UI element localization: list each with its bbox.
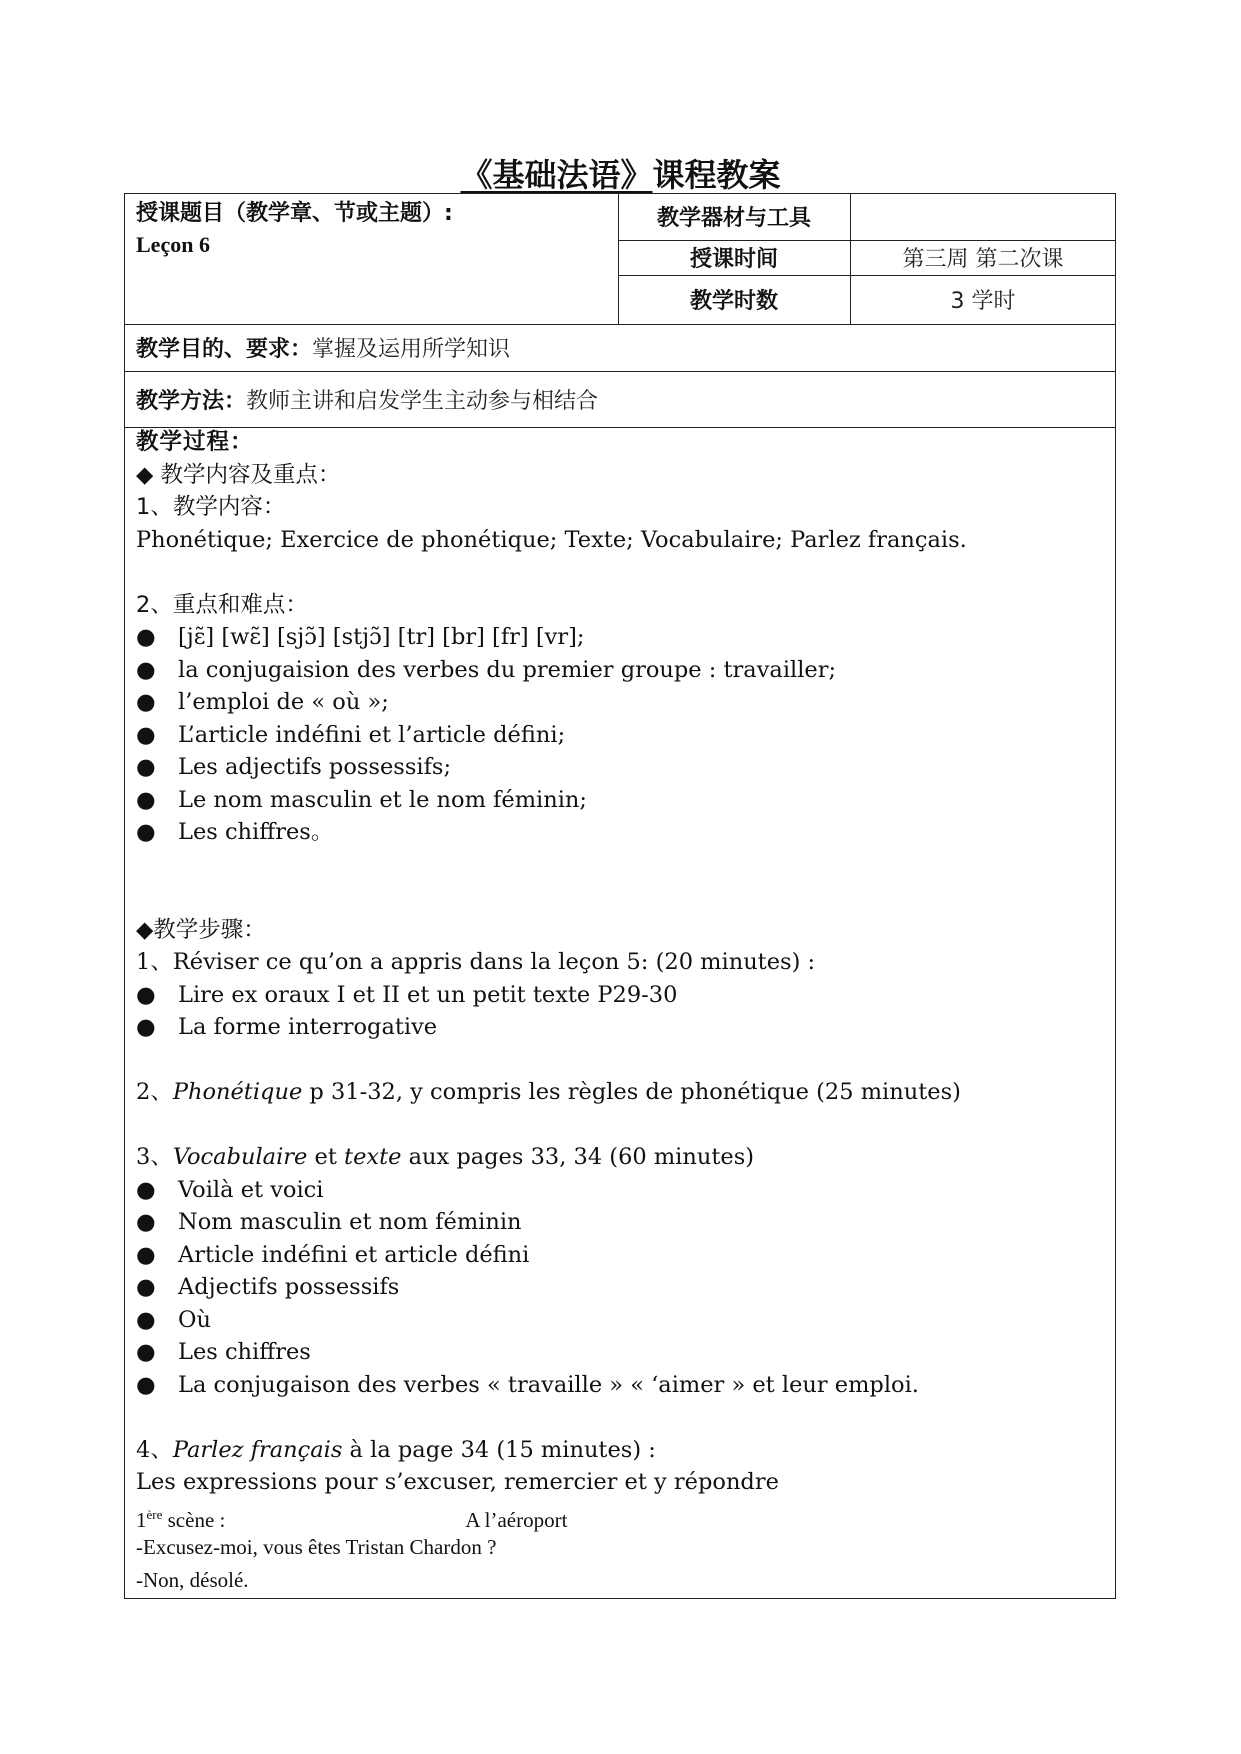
step-3-point-text: Article indéfini et article défini	[178, 1241, 530, 1268]
bullet-icon: ●	[136, 1241, 156, 1268]
scene-num: 1	[136, 1507, 147, 1532]
key-point-text: L’article indéfini et l’article défini;	[178, 721, 566, 748]
step-3-point	[136, 1239, 1106, 1272]
bullet-icon: ●	[136, 1176, 156, 1203]
content-heading: ◆ 教学内容及重点：	[136, 461, 341, 488]
step-2	[136, 1076, 1106, 1109]
key-point-text: la conjugaision des verbes du premier groupe : travailler;	[178, 656, 837, 683]
step-3-mid: et	[307, 1144, 345, 1170]
bullet-icon: ●	[136, 754, 156, 780]
bullet-icon: ●	[136, 1014, 156, 1040]
method-row	[136, 371, 598, 427]
step-1-point-text: La forme interrogative	[178, 1014, 438, 1040]
bullet-icon: ●	[136, 1371, 156, 1398]
dialog-line	[136, 1564, 1106, 1597]
bullet-icon: ●	[136, 786, 156, 813]
dialog	[136, 1531, 1106, 1596]
step-4-line: Les expressions pour s’excuser, remercier et y répondre	[136, 1469, 779, 1495]
step-3	[136, 1141, 1106, 1174]
step-1-point	[136, 1011, 1106, 1044]
step-3-em1: Vocabulaire	[172, 1144, 308, 1170]
bullet-icon: ●	[136, 1209, 156, 1235]
step-1-point-text: Lire ex oraux I et II et un petit texte P29-30	[178, 981, 678, 1008]
step-1-list	[136, 979, 1106, 1044]
step-3-prefix: 3、	[136, 1144, 173, 1170]
step-2-em: Phonétique	[172, 1079, 303, 1105]
key-point-text: Les adjectifs possessifs;	[178, 754, 452, 780]
step-2-prefix: 2、	[136, 1079, 173, 1105]
key-point	[136, 751, 1106, 784]
title-book: 《基础法语》	[460, 156, 653, 194]
step-3-point	[136, 1369, 1106, 1402]
scene-place: A l’aéroport	[465, 1507, 568, 1532]
content-text: Phonétique; Exercice de phonétique; Texte; Vocabulaire; Parlez français.	[136, 526, 967, 553]
step-3-point	[136, 1206, 1106, 1239]
bullet-icon: ●	[136, 981, 156, 1008]
step-3-point-text: Adjectifs possessifs	[178, 1274, 400, 1300]
step-2-rest: p 31-32, y compris les règles de phonétique (25 minutes)	[302, 1079, 961, 1105]
key-point	[136, 686, 1106, 719]
hours-label: 教学时数	[689, 289, 778, 314]
steps-heading: ◆教学步骤：	[136, 916, 266, 943]
bullet-icon: ●	[136, 721, 156, 748]
bullet-icon: ●	[136, 1339, 156, 1365]
key-points-list	[136, 621, 1106, 849]
aim-text: 掌握及运用所学知识	[312, 337, 511, 362]
key-heading: 2、重点和难点：	[136, 591, 308, 618]
time-label: 授课时间	[689, 247, 778, 272]
key-point-text: Les chiffres。	[178, 819, 334, 845]
step-3-point-text: Nom masculin et nom féminin	[178, 1209, 522, 1235]
bullet-icon: ●	[136, 689, 156, 715]
step-4-rest: à la page 34 (15 minutes) :	[342, 1436, 656, 1463]
step-3-point-text: Les chiffres	[178, 1339, 311, 1365]
step-3-point	[136, 1174, 1106, 1207]
step-3-em2: texte	[344, 1144, 402, 1170]
step-3-list	[136, 1174, 1106, 1402]
step-3-point	[136, 1336, 1106, 1369]
step-4-em: Parlez français	[172, 1436, 343, 1463]
key-point-text: l’emploi de « où »;	[178, 689, 389, 715]
scene-label: scène :	[162, 1507, 226, 1532]
bullet-icon: ●	[136, 1274, 156, 1300]
step-3-rest: aux pages 33, 34 (60 minutes)	[401, 1144, 755, 1170]
equipment-value	[850, 193, 1116, 240]
dialog-line-text: -Excusez-moi, vous êtes Tristan Chardon ?	[136, 1535, 497, 1559]
dialog-line	[136, 1531, 1106, 1564]
method-text: 教师主讲和启发学生主动参与相结合	[246, 388, 599, 414]
step-3-point-text: Où	[178, 1306, 211, 1333]
dialog-line-text: -Non, désolé.	[136, 1567, 249, 1592]
key-point-text: Le nom masculin et le nom féminin;	[178, 786, 587, 813]
title-rest: 课程教案	[652, 156, 781, 194]
step-1: 1、Réviser ce qu’on a appris dans la leçon 5: (20 minutes) :	[136, 949, 816, 975]
method-label: 教学方法：	[136, 388, 247, 414]
process-heading: 教学过程：	[136, 429, 254, 455]
bullet-icon: ●	[136, 819, 156, 845]
key-point	[136, 816, 1106, 849]
step-3-point-text: Voilà et voici	[178, 1176, 324, 1203]
step-4-prefix: 4、	[136, 1436, 173, 1463]
scene-line	[136, 1499, 1106, 1532]
topic-cell	[136, 198, 606, 260]
bullet-icon: ●	[136, 1306, 156, 1333]
equipment-label: 教学器材与工具	[656, 206, 811, 231]
step-3-point	[136, 1271, 1106, 1304]
key-point	[136, 654, 1106, 687]
key-point	[136, 784, 1106, 817]
content-subheading: 1、教学内容：	[136, 494, 286, 520]
time-value: 第三周 第二次课	[902, 247, 1064, 272]
scene-sup: ère	[146, 1506, 163, 1522]
teaching-process	[136, 426, 1106, 1596]
step-3-point	[136, 1304, 1106, 1337]
step-3-point-text: La conjugaison des verbes « travaille » « ‘aimer » et leur emploi.	[178, 1371, 919, 1398]
topic-value: Leçon 6	[136, 232, 210, 257]
key-point	[136, 719, 1106, 752]
page-title	[0, 150, 1241, 196]
key-point	[136, 621, 1106, 654]
key-point-text: [jɛ̃] [wɛ̃] [sjɔ̃] [stjɔ̃] [tr] [br] [fr] [vr];	[178, 624, 585, 650]
step-1-point	[136, 979, 1106, 1012]
aim-label: 教学目的、要求：	[136, 337, 313, 362]
aim-row	[136, 324, 510, 371]
topic-label: 授课题目（教学章、节或主题）:	[136, 201, 453, 226]
step-4	[136, 1434, 1106, 1467]
bullet-icon: ●	[136, 624, 156, 650]
bullet-icon: ●	[136, 656, 156, 683]
hours-value: 3 学时	[950, 289, 1016, 314]
